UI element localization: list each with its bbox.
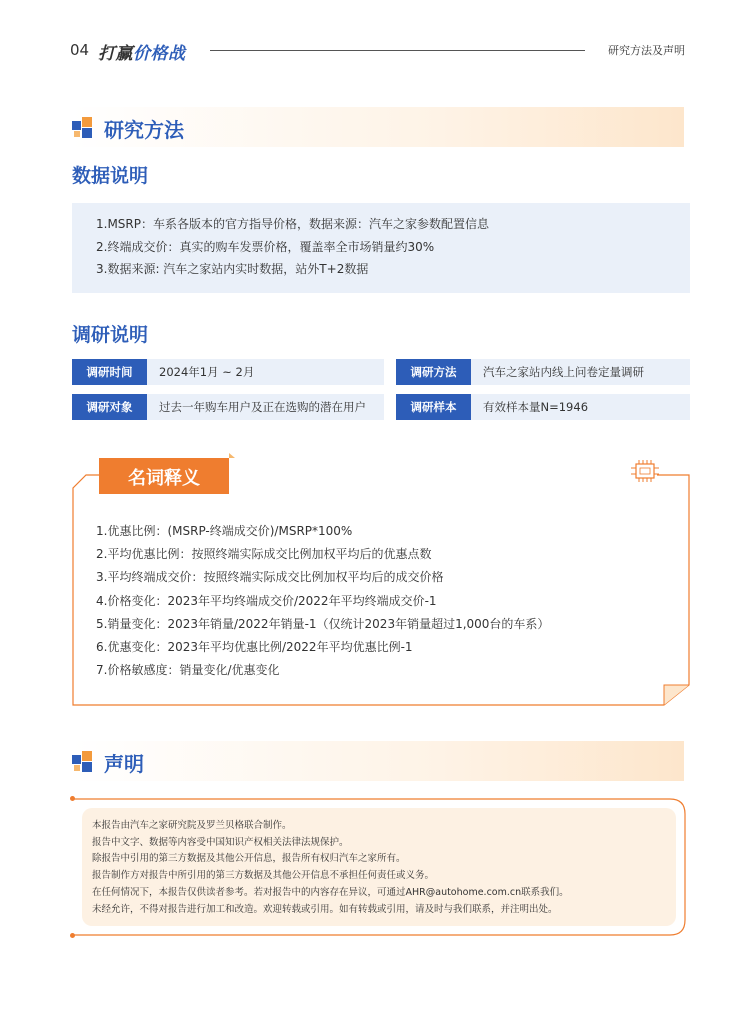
squares-icon bbox=[72, 751, 94, 773]
data-description-item: 2.终端成交价：真实的购车发票价格，覆盖率全市场销量约30% bbox=[96, 239, 435, 254]
statement-line: 报告制作方对报告中所引用的第三方数据及其他公开信息不承担任何责任或义务。 bbox=[92, 870, 435, 882]
header-section-name: 研究方法及声明 bbox=[608, 44, 685, 57]
survey-row bbox=[72, 359, 384, 385]
term-item: 6.优惠变化：2023年平均优惠比例/2022年平均优惠比例-1 bbox=[96, 640, 413, 655]
survey-label: 调研样本 bbox=[396, 394, 471, 420]
data-description-box bbox=[72, 203, 690, 293]
statement-line: 在任何情况下，本报告仅供读者参考。若对报告中的内容存在异议，可通过AHR@autohome.com.cn联系我们。 bbox=[92, 886, 569, 898]
survey-value: 汽车之家站内线上问卷定量调研 bbox=[471, 359, 690, 385]
survey-label: 调研对象 bbox=[72, 394, 147, 420]
header-divider bbox=[210, 50, 585, 51]
research-method-title: 研究方法 bbox=[104, 118, 184, 142]
data-description-item: 3.数据来源: 汽车之家站内实时数据，站外T+2数据 bbox=[96, 262, 369, 276]
frame-dot bbox=[70, 933, 75, 938]
survey-description-title: 调研说明 bbox=[72, 324, 149, 346]
survey-row bbox=[396, 359, 690, 385]
statement-line: 本报告由汽车之家研究院及罗兰贝格联合制作。 bbox=[92, 820, 292, 831]
terms-box bbox=[72, 468, 690, 706]
page-number: 04 bbox=[70, 41, 90, 59]
research-method-banner bbox=[72, 107, 684, 147]
term-item: 3.平均终端成交价：按照终端实际成交比例加权平均后的成交价格 bbox=[96, 570, 444, 585]
statement-title: 声明 bbox=[104, 752, 144, 776]
term-item: 2.平均优惠比例：按照终端实际成交比例加权平均后的优惠点数 bbox=[96, 547, 432, 562]
chip-icon bbox=[630, 459, 660, 483]
squares-icon bbox=[72, 117, 94, 139]
term-item: 5.销量变化：2023年销量/2022年销量-1（仅统计2023年销量超过1,000台的车系） bbox=[96, 616, 550, 631]
data-description-title: 数据说明 bbox=[72, 165, 149, 187]
survey-label: 调研方法 bbox=[396, 359, 471, 385]
statement-line: 除报告中引用的第三方数据及其他公开信息，报告所有权归汽车之家所有。 bbox=[92, 853, 406, 865]
survey-label: 调研时间 bbox=[72, 359, 147, 385]
terms-tab bbox=[99, 458, 229, 494]
report-logo bbox=[98, 39, 186, 64]
statement-line: 报告中文字、数据等内容受中国知识产权相关法律法规保护。 bbox=[92, 836, 349, 848]
terms-list bbox=[96, 520, 549, 682]
report-logo-part-2: 价格战 bbox=[133, 44, 186, 64]
statement-text bbox=[92, 818, 569, 918]
frame-dot bbox=[70, 796, 75, 801]
survey-row bbox=[396, 394, 690, 420]
survey-value: 过去一年购车用户及正在选购的潜在用户 bbox=[147, 394, 384, 420]
statement-line: 未经允许，不得对报告进行加工和改造。欢迎转载或引用。如有转载或引用，请及时与我们联系，并注明出处。 bbox=[92, 903, 558, 915]
term-item: 4.价格变化：2023年平均终端成交价/2022年平均终端成交价-1 bbox=[96, 593, 437, 608]
page-header bbox=[70, 38, 685, 62]
report-logo-part-1: 打赢 bbox=[98, 44, 133, 64]
survey-row bbox=[72, 394, 384, 420]
terms-title: 名词释义 bbox=[128, 468, 200, 489]
statement-banner bbox=[72, 741, 684, 781]
term-item: 7.价格敏感度：销量变化/优惠变化 bbox=[96, 663, 280, 678]
survey-value: 有效样本量N=1946 bbox=[471, 394, 690, 420]
survey-value: 2024年1月 ~ 2月 bbox=[147, 359, 384, 385]
data-description-item: 1.MSRP：车系各版本的官方指导价格，数据来源：汽车之家参数配置信息 bbox=[96, 217, 489, 231]
term-item: 1.优惠比例：(MSRP-终端成交价)/MSRP*100% bbox=[96, 524, 353, 538]
